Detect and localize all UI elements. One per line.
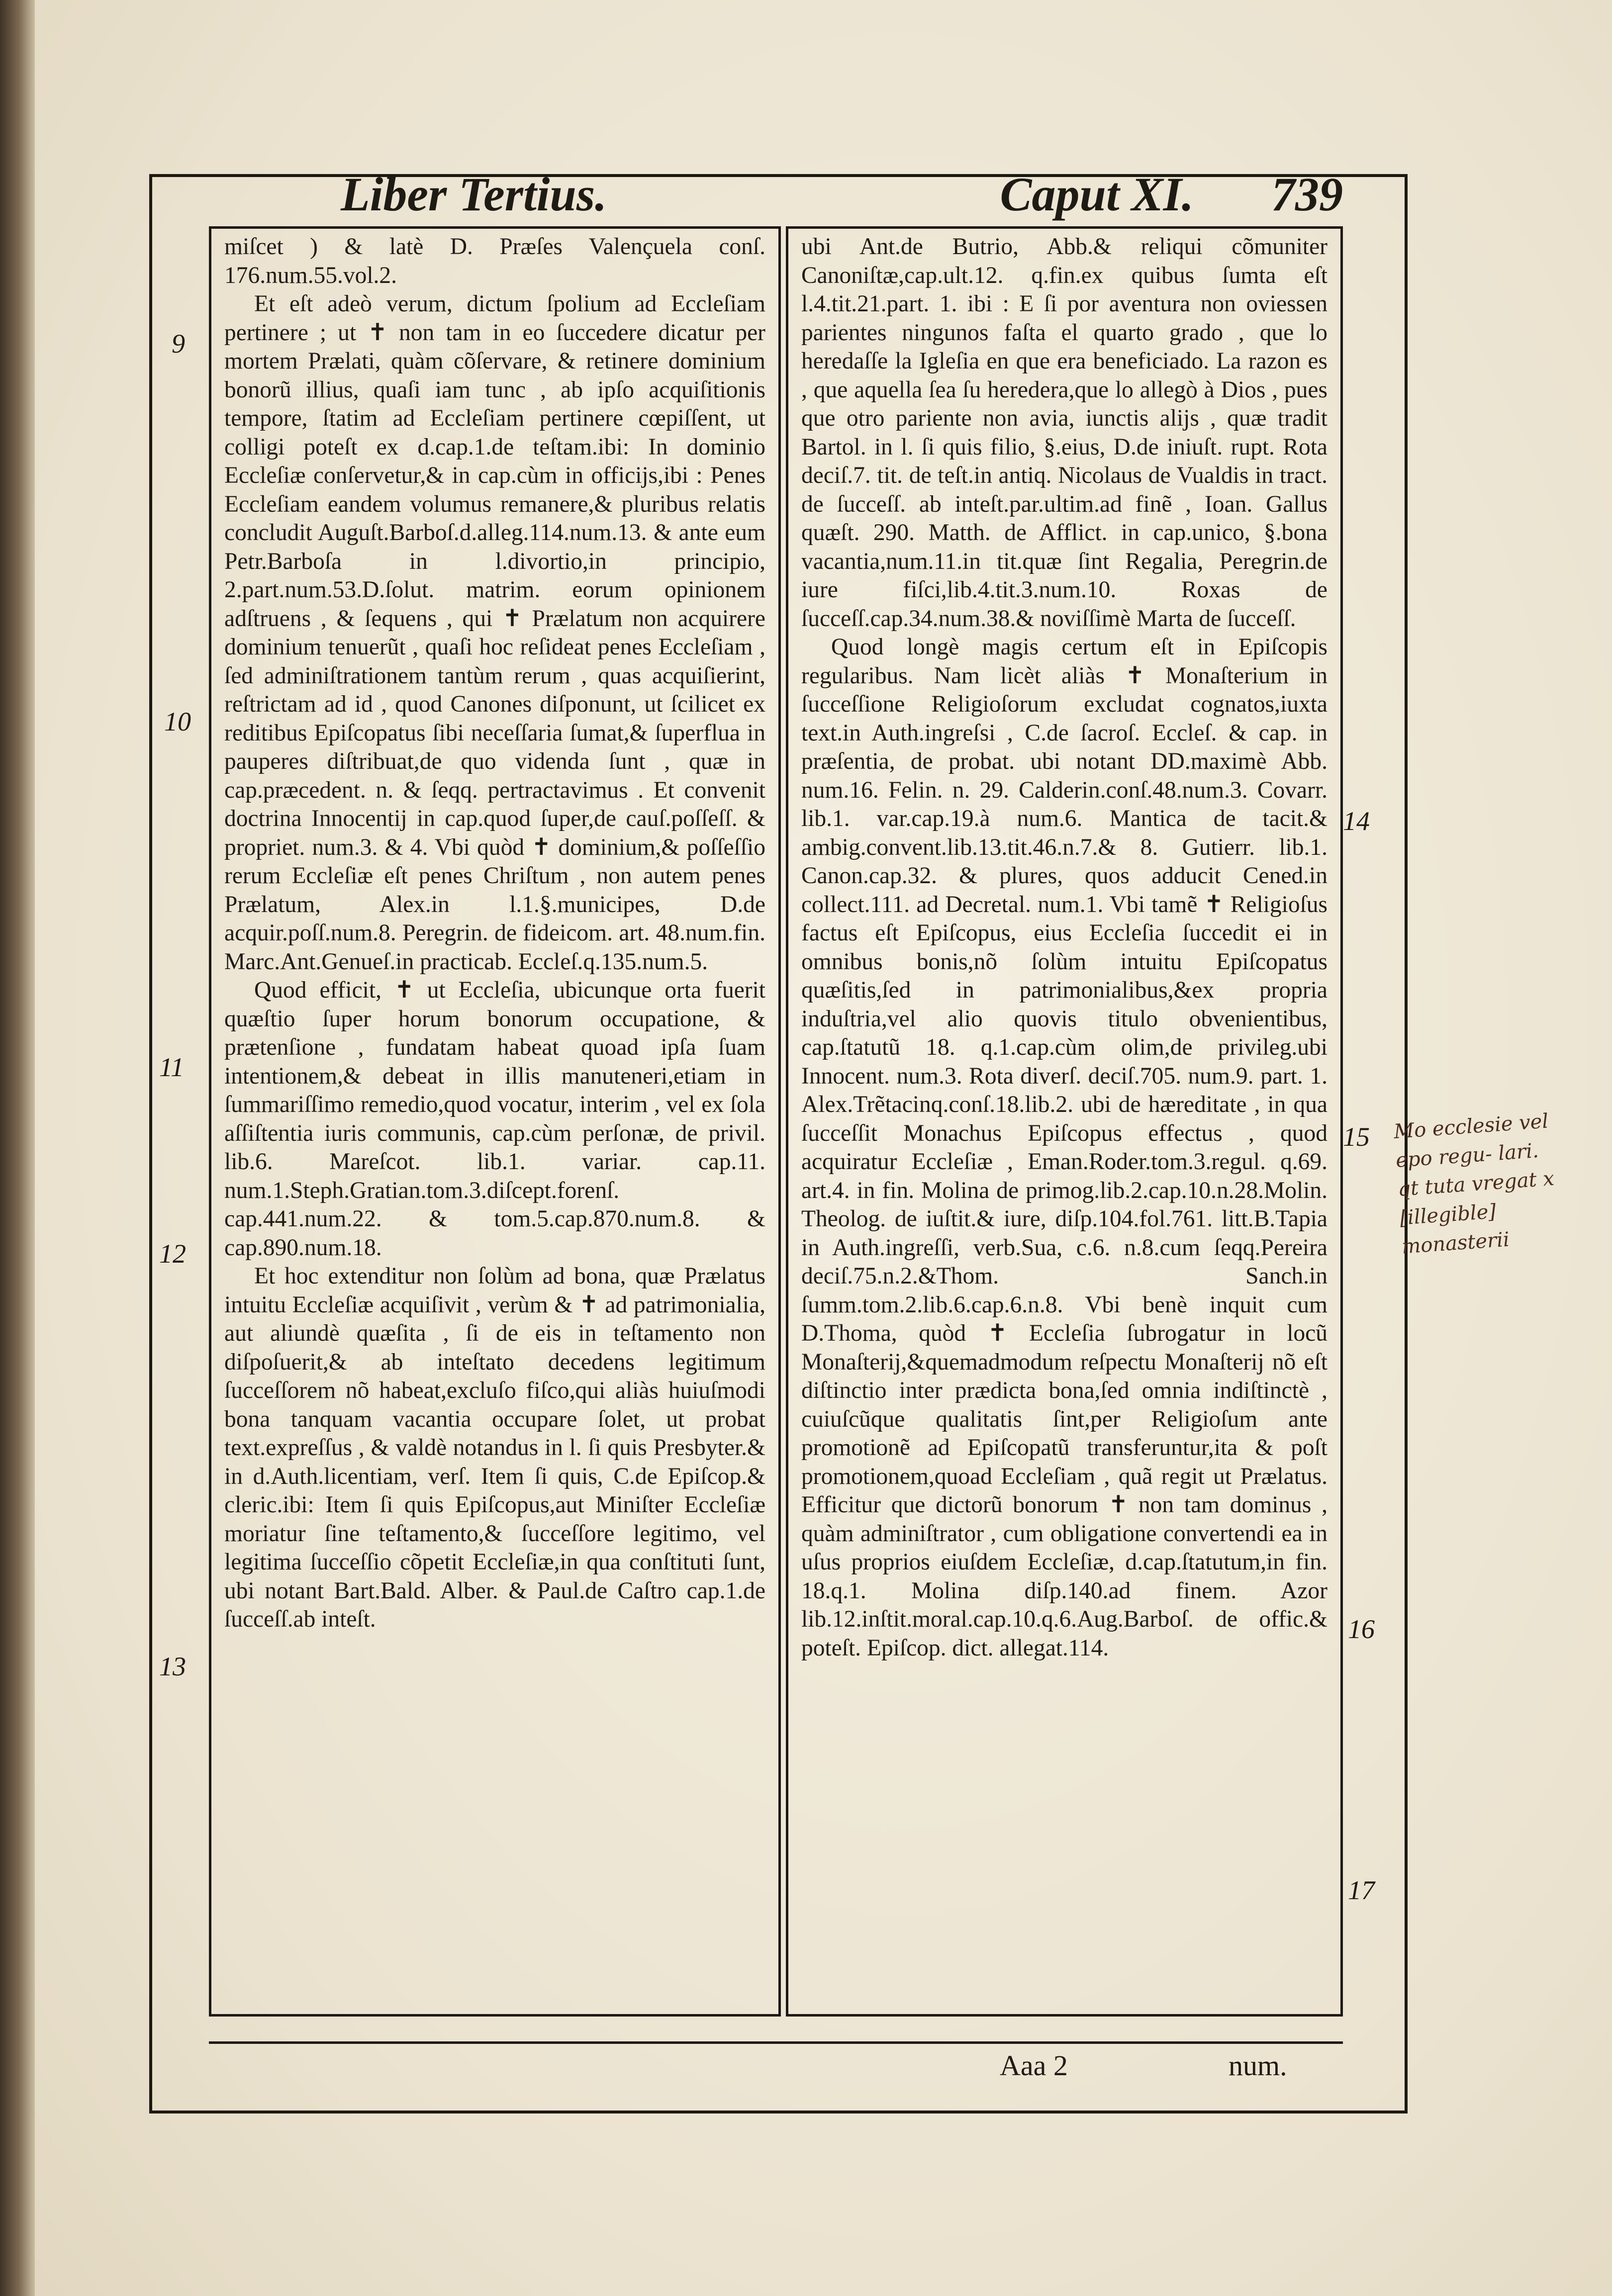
paragraph: Quod longè magis certum eſt in Epiſcopis regularibus. Nam licèt aliàs ✝ Monaſterium in ſucceſſione Religioſorum excludat cognatos,iuxta text.in Auth.ingreſsi , C.de ſacroſ. Eccleſ. & cap. in præſentia, de probat. ubi notant DD.maximè Abb. num.16. Felin. n. 29. Calderin.conſ.48.num.3. Covarr. lib.1. var.cap.19.à num.6. Mantica de tacit.& ambig.convent.lib.13.tit.46.n.7.& 8. Gutierr. lib.1. Canon.cap.32. & plures, quos adducit Cened.in collect.111. ad Decretal. num.1. Vbi tamẽ ✝ Religioſus factus eſt Epiſcopus, eius Eccleſia ſuccedit ei in omnibus bonis,nõ ſolùm intuitu Epiſcopatus quæſitis,ſed in patrimonialibus,&ex propria induſtria,vel alio quovis titulo obvenientibus, cap.ſtatutũ 18. q.1.cap.cùm olim,de privileg.ubi Innocent. num.3. Rota diverſ. deciſ.705. num.9. part. 1. Alex.Trẽtacinq.conſ.18.lib.2. ubi de hæreditate , in qua ſucceſſit Monachus Epiſcopus effectus , quod acquiratur Eccleſiæ , Eman.Roder.tom.3.regul. q.69. art.4. in fin. Molina de primog.lib.2.cap.10.n.28.Molin. Theolog. de iuſtit.& iure, diſp.104.fol.761. litt.B.Tapia in Auth.ingreſſi, verb.Sua, c.6. n.8.cum ſeqq.Pereira deciſ.75.n.2.&Thom. Sanch.in ſumm.tom.2.lib.6.cap.6.n.8. Vbi benè inquit cum D.Thoma, quòd ✝ Eccleſia ſubrogatur in locũ Monaſterij,&quemadmodum reſpectu Monaſterij nõ eſt diſtinctio inter prædicta bona,ſed omnia indiſtinctè , cuiuſcũque qualitatis ſint,per Religioſum ante promotionẽ ad Epiſcopatũ transferuntur,ita & poſt promotionem,quoad Eccleſiam , quã regit ut Prælatus. Efficitur que dictorũ bonorum ✝ non tam dominus , quàm adminiſtrator , cum obligatione convertendi ea in uſus proprios eiuſdem Eccleſiæ, d.cap.ſtatutum,in fin. 18.q.1. Molina diſp.140.ad finem. Azor lib.12.inſtit.moral.cap.10.q.6.Aug.Barboſ. de offic.& poteſt. Epiſcop. dict. allegat.114. bbox=[801, 634, 1328, 1661]
header-chapter: Caput XI. bbox=[1000, 168, 1194, 221]
catchword: num. bbox=[1229, 2049, 1287, 2082]
margin-number: 12 bbox=[159, 1239, 186, 1269]
page-number: 739 bbox=[1271, 168, 1343, 221]
handwritten-annotation: Mo ecclesie vel epo regu- lari. qt tuta vregat x [illegible] monasterii bbox=[1393, 1109, 1555, 1259]
right-text-column bbox=[786, 226, 1343, 2017]
paragraph: miſcet ) & latè D. Præſes Valençuela conſ. 176.num.55.vol.2. bbox=[224, 234, 765, 288]
book-gutter bbox=[0, 0, 35, 2296]
paragraph: ubi Ant.de Butrio, Abb.& reliqui cõmuniter Canoniſtæ,cap.ult.12. q.fin.ex quibus ſumta eſt l.4.tit.21.part. 1. ibi : E ſi por aventura non oviessen parientes ningunos faſta el quarto grado , que lo heredaſſe la Igleſia en que era beneficiado. La razon es , que aquella ſea ſu heredera,que lo allegò à Dios , pues que otro pariente non avia, iunctis alijs , quæ tradit Bartol. in l. ſi quis filio, §.eius, D.de iniuſt. rupt. Rota deciſ.7. tit. de teſt.in antiq. Nicolaus de Vualdis in tract. de ſucceſſ. ab inteſt.par.ultim.ad finẽ , Ioan. Gallus quæſt. 290. Matth. de Afflict. in cap.unico, §.bona vacantia,num.11.in tit.quæ ſint Regalia, Peregrin.de iure fiſci,lib.4.tit.3.num.10. Roxas de ſucceſſ.cap.34.num.38.& noviſſimè Marta de ſucceſſ. bbox=[801, 234, 1328, 632]
margin-number: 14 bbox=[1343, 806, 1370, 836]
paragraph: Et hoc extenditur non ſolùm ad bona, quæ Prælatus intuitu Eccleſiæ acquiſivit , verùm & ✝ ad patrimonialia, aut aliundè quæſita , ſi de eis in teſtamento non diſpoſuerit,& ab inteſtato decedens legitimum ſucceſſorem nõ habeat,excluſo fiſco,qui aliàs huiuſmodi bona tanquam vacantia occupare ſolet, ut probat text.expreſſus , & valdè notandus in l. ſi quis Presbyter.& in d.Auth.licentiam, verſ. Item ſi quis, C.de Epiſcop.& cleric.ibi: Item ſi quis Epiſcopus,aut Miniſter Eccleſiæ moriatur ſine teſtamento,& ſucceſſore legitimo, vel legitima ſucceſſio cõpetit Eccleſiæ,in qua conſtituti ſunt, ubi notant Bart.Bald. Alber. & Paul.de Caſtro cap.1.de ſucceſſ.ab inteſt. bbox=[224, 1263, 765, 1632]
header-book-title: Liber Tertius. bbox=[341, 168, 607, 221]
paragraph: Quod efficit, ✝ ut Eccleſia, ubicunque orta fuerit quæſtio ſuper horum bonorum occupatione, & prætenſione , fundatam habeat quoad ipſa ſuam intentionem,& debeat in illis manuteneri,etiam in ſummariſſimo remedio,quod vocatur, interim , vel ex ſola aſſiſtentia iuris communis, cap.cùm perſonæ, de privil. lib.6. Mareſcot. lib.1. variar. cap.11. num.1.Steph.Gratian.tom.3.diſcept.forenſ. cap.441.num.22. & tom.5.cap.870.num.8. & cap.890.num.18. bbox=[224, 977, 765, 1261]
margin-number: 13 bbox=[159, 1652, 186, 1681]
margin-number: 17 bbox=[1348, 1875, 1375, 1905]
footer-rule bbox=[209, 2041, 1343, 2044]
margin-number: 11 bbox=[159, 1052, 184, 1082]
signature-mark: Aaa 2 bbox=[1000, 2049, 1068, 2082]
paragraph: Et eſt adeò verum, dictum ſpolium ad Eccleſiam pertinere ; ut ✝ non tam in eo ſuccedere dicatur per mortem Prælati, quàm cõſervare, & retinere dominium bonorũ illius, quaſi iam tunc , ab ipſo acquiſitionis tempore, ſtatim ad Eccleſiam pertinere cœpiſſent, ut colligi poteſt ex d.cap.1.de teſtam.ibi: In dominio Eccleſiæ conſervetur,& in cap.cùm in officijs,ibi : Penes Eccleſiam eandem volumus remanere,& pluribus relatis concludit Auguſt.Barboſ.d.alleg.114.num.13. & ante eum Petr.Barboſa in l.divortio,in principio, 2.part.num.53.D.ſolut. matrim. eorum opinionem adſtruens , & ſequens , qui ✝ Prælatum non acquirere dominium tenuerũt , quaſi hoc reſideat penes Eccleſiam , ſed adminiſtrationem tantùm rerum , quas acquiſierint, reſtrictam ad id , quod Canones diſponunt, ut ſcilicet ex reditibus Epiſcopatus ſibi neceſſaria ſumat,& ſuperflua in pauperes diſtribuat,de quo videnda ſunt , quæ in cap.præcedent. n. & ſeqq. pertractavimus . Et convenit doctrina Innocentij in cap.quod ſuper,de cauſ.poſſeſſ. & propriet. num.3. & 4. Vbi quòd ✝ dominium,& poſſeſſio rerum Eccleſiæ eſt penes Chriſtum , non autem penes Prælatum, Alex.in l.1.§.municipes, D.de acquir.poſſ.num.8. Peregrin. de fideicom. art. 48.num.fin. Marc.Ant.Genueſ.in practicab. Eccleſ.q.135.num.5. bbox=[224, 291, 765, 975]
left-text-column bbox=[209, 226, 781, 2017]
margin-number: 16 bbox=[1348, 1614, 1375, 1644]
margin-number: 9 bbox=[172, 329, 185, 359]
margin-number: 15 bbox=[1343, 1122, 1370, 1152]
margin-number: 10 bbox=[164, 707, 191, 736]
